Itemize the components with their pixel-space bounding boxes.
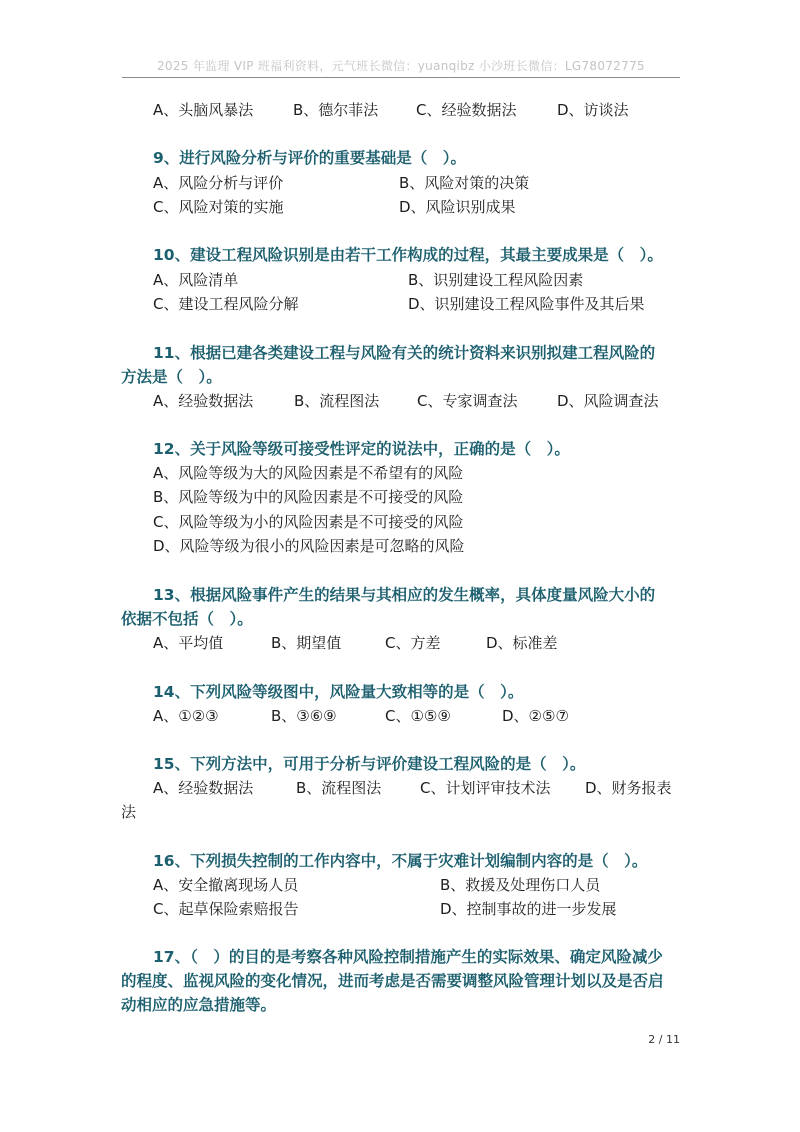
q8-option-d: D、访谈法 <box>557 101 629 119</box>
q16-stem: 16、下列损失控制的工作内容中，不属于灾难计划编制内容的是（ ）。 <box>153 852 648 870</box>
q9-option-b: B、风险对策的决策 <box>399 174 530 192</box>
q13-option-b: B、期望值 <box>271 634 342 652</box>
q16-option-d: D、控制事故的进一步发展 <box>440 900 617 918</box>
q10-option-c: C、建设工程风险分解 <box>153 295 299 313</box>
q14-option-c: C、①⑤⑨ <box>385 707 451 725</box>
q8-option-b: B、德尔菲法 <box>293 101 379 119</box>
q17-stem-line1: 17、（ ）的目的是考察各种风险控制措施产生的实际效果、确定风险减少 <box>153 948 663 966</box>
q12-option-c: C、风险等级为小的风险因素是不可接受的风险 <box>153 513 464 531</box>
q14-stem: 14、下列风险等级图中，风险量大致相等的是（ ）。 <box>153 683 524 701</box>
q16-option-c: C、起草保险索赔报告 <box>153 900 299 918</box>
q12-option-a: A、风险等级为大的风险因素是不希望有的风险 <box>153 464 464 482</box>
q9-option-c: C、风险对策的实施 <box>153 198 284 216</box>
q15-option-d-wrap: 法 <box>121 803 137 821</box>
q13-option-d: D、标准差 <box>486 634 558 652</box>
q14-option-b: B、③⑥⑨ <box>271 707 337 725</box>
q16-option-b: B、救援及处理伤口人员 <box>440 876 601 894</box>
q11-option-b: B、流程图法 <box>294 392 380 410</box>
q11-option-c: C、专家调查法 <box>417 392 518 410</box>
q14-option-a: A、①②③ <box>153 707 219 725</box>
q12-stem: 12、关于风险等级可接受性评定的说法中，正确的是（ ）。 <box>153 440 570 458</box>
q12-option-b: B、风险等级为中的风险因素是不可接受的风险 <box>153 488 464 506</box>
q13-stem-line1: 13、根据风险事件产生的结果与其相应的发生概率，具体度量风险大小的 <box>153 586 656 604</box>
q12-option-d: D、风险等级为很小的风险因素是可忽略的风险 <box>153 537 465 555</box>
q15-option-b: B、流程图法 <box>296 779 382 797</box>
q15-option-c: C、计划评审技术法 <box>420 779 551 797</box>
q11-stem-line1: 11、根据已建各类建设工程与风险有关的统计资料来识别拟建工程风险的 <box>153 344 656 362</box>
q9-stem: 9、进行风险分析与评价的重要基础是（ ）。 <box>153 149 467 167</box>
q8-option-a: A、头脑风暴法 <box>153 101 254 119</box>
q13-option-c: C、方差 <box>385 634 441 652</box>
q10-option-d: D、识别建设工程风险事件及其后果 <box>408 295 645 313</box>
q11-option-a: A、经验数据法 <box>153 392 254 410</box>
q11-option-d: D、风险调查法 <box>557 392 659 410</box>
q17-stem-line2: 的程度、监视风险的变化情况，进而考虑是否需要调整风险管理计划以及是否启 <box>121 972 664 990</box>
q9-option-a: A、风险分析与评价 <box>153 174 284 192</box>
q15-stem: 15、下列方法中，可用于分析与评价建设工程风险的是（ ）。 <box>153 755 586 773</box>
q11-stem-line2: 方法是（ ）。 <box>121 368 222 386</box>
q15-option-d: D、财务报表 <box>585 779 672 797</box>
q13-stem-line2: 依据不包括（ ）。 <box>121 610 253 628</box>
q10-option-a: A、风险清单 <box>153 271 239 289</box>
page-header: 2025 年监理 VIP 班福利资料，元气班长微信：yuanqibz 小沙班长微信：LG78072775 <box>157 59 645 73</box>
q14-option-d: D、②⑤⑦ <box>502 707 569 725</box>
q10-stem: 10、建设工程风险识别是由若干工作构成的过程，其最主要成果是（ ）。 <box>153 246 663 264</box>
q10-option-b: B、识别建设工程风险因素 <box>408 271 584 289</box>
q15-option-a: A、经验数据法 <box>153 779 254 797</box>
q9-option-d: D、风险识别成果 <box>399 198 516 216</box>
q13-option-a: A、平均值 <box>153 634 224 652</box>
page-number: 2 / 11 <box>648 1033 680 1046</box>
q16-option-a: A、安全撤离现场人员 <box>153 876 299 894</box>
q8-option-c: C、经验数据法 <box>416 101 517 119</box>
q17-stem-line3: 动相应的应急措施等。 <box>121 996 277 1014</box>
header-rule <box>122 77 680 78</box>
